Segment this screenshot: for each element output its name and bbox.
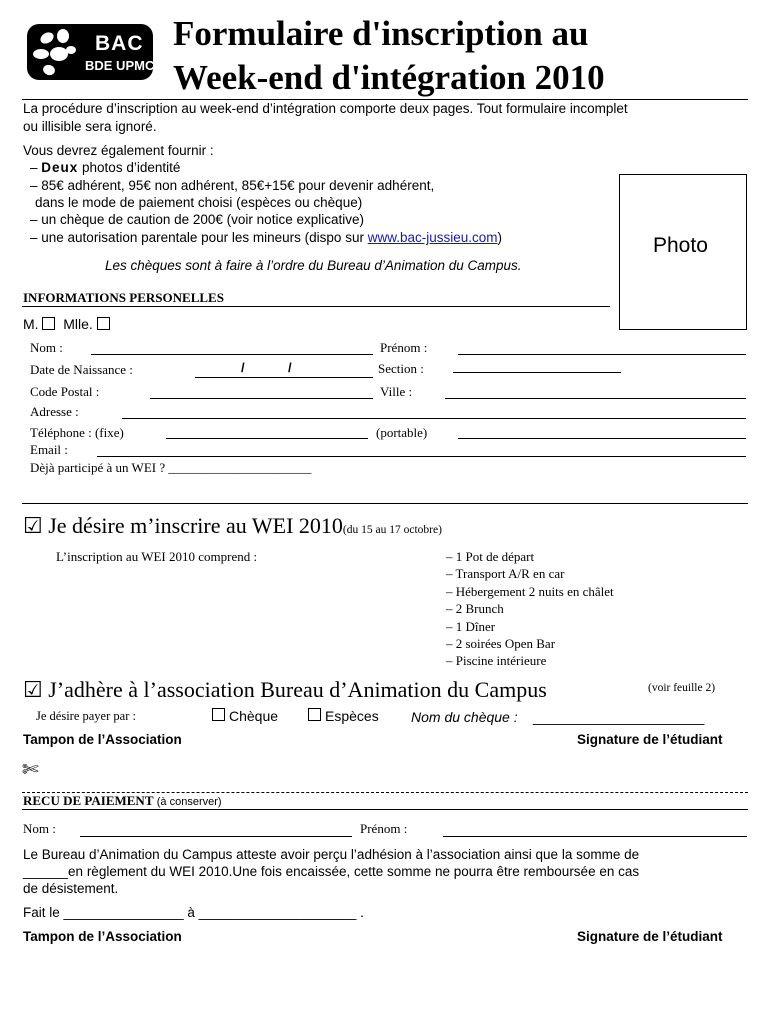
requirement-parental-end: ) xyxy=(497,230,502,245)
title-line1: Formulaire d'inscription au xyxy=(173,14,589,53)
requirement-caution-text: un chèque de caution de 200€ (voir notice explicative) xyxy=(41,212,364,227)
wei-item-3: – Hébergement 2 nuits en châlet xyxy=(446,584,614,599)
tel-port-field[interactable] xyxy=(458,438,746,439)
adresse-field[interactable] xyxy=(122,418,746,419)
section-label: Section : xyxy=(378,361,424,376)
section-field[interactable] xyxy=(453,372,621,373)
wei-title-row xyxy=(23,513,442,539)
email-field[interactable] xyxy=(97,456,746,457)
section-divider-1 xyxy=(22,503,748,504)
requirement-fees: – 85€ adhérent, 95€ non adhérent, 85€+15€ pour devenir adhérent, xyxy=(30,178,435,193)
requirement-fees-cont: dans le mode de paiement choisi (espèces ou chèque) xyxy=(35,195,363,210)
requirements-heading: Vous devrez également fournir : xyxy=(23,143,214,158)
receipt-nom-label: Nom : xyxy=(23,821,56,836)
scissors-icon: ✄ xyxy=(22,757,39,781)
intro-line2: ou illisible sera ignoré. xyxy=(23,119,157,134)
wei-item-text: Piscine intérieure xyxy=(455,653,547,668)
adresse-label: Adresse : xyxy=(30,404,79,419)
wei-item-text: Hébergement 2 nuits en châlet xyxy=(455,584,614,599)
wei-item-text: 2 Brunch xyxy=(455,601,504,616)
wei-item-5: – 1 Dîner xyxy=(446,619,496,634)
pay-especes-label: Espèces xyxy=(325,708,379,724)
requirement-photos: – Deux photos d’identité xyxy=(30,160,181,175)
wei-title: Je désire m’inscrire au WEI 2010 xyxy=(48,513,343,538)
receipt-text-2: ______en règlement du WEI 2010.Une fois encaissée, cette somme ne pourra être remboursée en cas xyxy=(23,864,640,879)
dob-field[interactable] xyxy=(195,377,373,378)
wei-item-2: – Transport A/R en car xyxy=(446,566,565,581)
wei-item-6: – 2 soirées Open Bar xyxy=(446,636,556,651)
wei-item-1: – 1 Pot de départ xyxy=(446,549,535,564)
requirement-bold: Deux xyxy=(41,160,79,175)
civility-row xyxy=(23,316,110,332)
receipt-heading: RECU DE PAIEMENT xyxy=(23,793,154,808)
intro-line1: La procédure d’inscription au week-end d’intégration comporte deux pages. Tout formulaire incomplet xyxy=(23,101,628,116)
wei-dates: (du 15 au 17 octobre) xyxy=(342,524,442,536)
wei-item-7: – Piscine intérieure xyxy=(446,653,547,668)
wei-participation: Dèjà participé à un WEI ? ______________________ xyxy=(30,460,312,475)
pay-especes-checkbox[interactable] xyxy=(308,708,321,721)
civility-m-checkbox[interactable] xyxy=(42,317,55,330)
tel-fixe-field[interactable] xyxy=(166,438,368,439)
receipt-text-1: Le Bureau d’Animation du Campus atteste avoir perçu l’adhésion à l’association ainsi que la somme de xyxy=(23,847,640,862)
requirement-parental: – une autorisation parentale pour les mineurs (dispo sur www.bac-jussieu.com) xyxy=(30,230,502,245)
dob-slash-2: / xyxy=(288,360,292,375)
wei-includes-label: L’inscription au WEI 2010 comprend : xyxy=(56,549,258,564)
prenom-label: Prénom : xyxy=(380,340,428,355)
pay-cheque-label: Chèque xyxy=(229,708,279,724)
civility-mlle-checkbox[interactable] xyxy=(97,317,110,330)
pay-cheque-checkbox[interactable] xyxy=(212,708,225,721)
assoc-check-icon[interactable]: ☑ xyxy=(23,677,43,702)
assoc-note: (voir feuille 2) xyxy=(648,682,716,694)
assoc-tampon: Tampon de l’Association xyxy=(23,732,182,747)
receipt-heading-rule xyxy=(22,809,748,810)
title-line2: Week-end d'intégration 2010 xyxy=(173,58,605,97)
receipt-nom-field[interactable] xyxy=(80,836,352,837)
pay-especes-option xyxy=(308,708,379,724)
nom-cheque-field[interactable]: ______________________ xyxy=(533,709,705,725)
dob-label: Date de Naissance : xyxy=(30,362,133,377)
logo-line1: BAC xyxy=(95,32,144,55)
nom-cheque-label: Nom du chèque : xyxy=(411,709,518,725)
cp-label: Code Postal : xyxy=(30,384,100,399)
flower-icon xyxy=(29,24,89,80)
tel-port-label: (portable) xyxy=(376,425,428,440)
nom-label: Nom : xyxy=(30,340,63,355)
receipt-prenom-field[interactable] xyxy=(443,836,747,837)
ville-label: Ville : xyxy=(380,384,413,399)
assoc-signature: Signature de l’étudiant xyxy=(577,732,723,747)
wei-item-text: 1 Dîner xyxy=(455,619,496,634)
requirement-caution: – un chèque de caution de 200€ (voir notice explicative) xyxy=(30,212,364,227)
wei-item-text: Transport A/R en car xyxy=(455,566,565,581)
cp-field[interactable] xyxy=(150,398,373,399)
requirement-parental-text: une autorisation parentale pour les mineurs (dispo sur xyxy=(41,230,368,245)
ville-field[interactable] xyxy=(445,398,746,399)
tel-fixe-label: Téléphone : (fixe) xyxy=(30,425,124,440)
assoc-title: J’adhère à l’association Bureau d’Animation du Campus xyxy=(48,677,547,702)
receipt-fait-le: Fait le ________________ à _____________________ . xyxy=(23,905,364,920)
photo-label: Photo xyxy=(653,234,708,257)
photo-box xyxy=(619,174,747,330)
receipt-tampon: Tampon de l’Association xyxy=(23,929,182,944)
bac-jussieu-link[interactable]: www.bac-jussieu.com xyxy=(367,230,498,245)
wei-item-4: – 2 Brunch xyxy=(446,601,504,616)
prenom-field[interactable] xyxy=(458,354,746,355)
wei-check-icon[interactable]: ☑ xyxy=(23,513,43,538)
logo-line2: BDE UPMC xyxy=(85,58,155,73)
receipt-conserver: (à conserver) xyxy=(156,796,222,808)
pay-label: Je désire payer par : xyxy=(36,709,136,723)
email-label: Email : xyxy=(30,442,68,457)
civility-m-label: M. xyxy=(23,316,39,332)
requirement-fees-text: 85€ adhérent, 95€ non adhérent, 85€+15€ pour devenir adhérent, xyxy=(41,178,435,193)
receipt-text-3: de désistement. xyxy=(23,881,119,896)
assoc-title-row xyxy=(23,677,547,703)
dob-slash-1: / xyxy=(241,360,245,375)
title-rule xyxy=(22,99,748,100)
requirement-photos-text: photos d’identité xyxy=(78,160,181,175)
pay-cheque-option xyxy=(212,708,278,724)
receipt-heading-row xyxy=(23,793,222,809)
bac-logo xyxy=(27,24,153,80)
info-heading: INFORMATIONS PERSONELLES xyxy=(23,290,224,305)
receipt-signature: Signature de l’étudiant xyxy=(577,929,723,944)
wei-item-text: 1 Pot de départ xyxy=(455,549,535,564)
nom-field[interactable] xyxy=(91,354,373,355)
cheques-note: Les chèques sont à faire à l’ordre du Bureau d’Animation du Campus. xyxy=(105,258,522,273)
info-heading-rule xyxy=(22,306,610,307)
receipt-prenom-label: Prénom : xyxy=(360,821,408,836)
civility-mlle-label: Mlle. xyxy=(63,316,93,332)
wei-item-text: 2 soirées Open Bar xyxy=(455,636,556,651)
